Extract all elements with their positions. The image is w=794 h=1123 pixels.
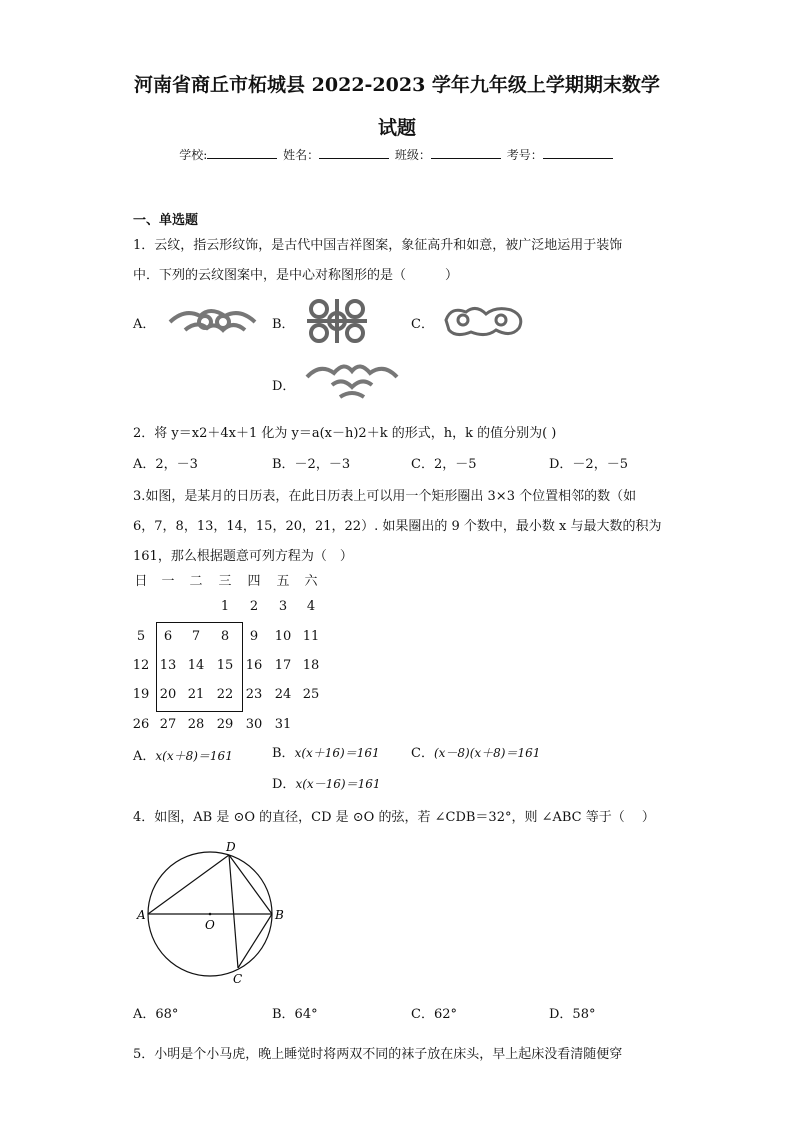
- class-label: 班级：: [394, 148, 431, 162]
- calendar-day: 5: [136, 629, 146, 644]
- point-d-label: D: [226, 840, 236, 854]
- calendar-day: 11: [302, 629, 320, 644]
- calendar-weekday: 一: [161, 574, 175, 589]
- q1-option-d-label: D．: [272, 379, 296, 394]
- q1-option-a-cloud-image: [165, 300, 260, 340]
- q4-option-b[interactable]: B．64°: [272, 1007, 318, 1022]
- calendar-day: 2: [249, 599, 259, 614]
- q1-text-line2: 中．下列的云纹图案中，是中心对称图形的是（ ）: [133, 268, 459, 283]
- exam-no-label: 考号：: [506, 148, 543, 162]
- school-blank[interactable]: [207, 146, 277, 159]
- q3-option-b-letter: B．: [272, 746, 295, 761]
- name-blank[interactable]: [319, 146, 389, 159]
- q5-text-line1: 5．小明是个小马虎，晚上睡觉时将两双不同的袜子放在床头，早上起床没看清随便穿: [133, 1047, 623, 1062]
- calendar-day: 20: [159, 687, 177, 702]
- q4-option-c[interactable]: C．62°: [411, 1007, 457, 1022]
- name-label: 姓名：: [283, 148, 320, 162]
- q3-option-a[interactable]: [133, 745, 233, 764]
- q3-option-c-letter: C．: [411, 746, 434, 761]
- q3-option-d[interactable]: [272, 773, 381, 792]
- calendar-day: 13: [159, 658, 177, 673]
- q2-option-a[interactable]: A．2，－3: [133, 457, 198, 472]
- calendar-day: 3: [278, 599, 288, 614]
- calendar-day: 25: [302, 687, 320, 702]
- class-blank[interactable]: [431, 146, 501, 159]
- calendar-day: 28: [187, 717, 205, 732]
- q4-option-a[interactable]: A．68°: [133, 1007, 179, 1022]
- calendar-day: 4: [306, 599, 316, 614]
- calendar-day: 9: [249, 629, 259, 644]
- q4-circle-diagram: [130, 835, 300, 995]
- center-dot: [209, 913, 212, 916]
- q2-option-b[interactable]: B．－2，－3: [272, 457, 351, 472]
- q3-text-line2: 6，7，8，13，14，15，20，21，22）. 如果圈出的 9 个数中，最小数 x 与最大数的积为: [133, 519, 662, 534]
- q4-option-d[interactable]: D．58°: [549, 1007, 596, 1022]
- chord-bc: [238, 914, 272, 968]
- calendar-day: 7: [191, 629, 201, 644]
- chord-ad: [148, 855, 229, 914]
- calendar-table: [128, 570, 328, 740]
- q4-text: 4．如图，AB 是 ⊙O 的直径，CD 是 ⊙O 的弦，若 ∠CDB＝32°，则 ∠ABC 等于（ ）: [133, 810, 655, 825]
- calendar-weekday: 六: [304, 574, 318, 589]
- q1-option-a-label: A．: [133, 317, 156, 332]
- q3-option-b[interactable]: [272, 742, 380, 761]
- q3-option-b-expr: x(x＋16)＝161: [294, 746, 380, 760]
- section-heading: 一、单选题: [133, 213, 199, 228]
- calendar-selection-rectangle: [156, 622, 243, 712]
- calendar-weekday: 日: [134, 574, 148, 589]
- calendar-day: 6: [163, 629, 173, 644]
- chord-db: [229, 855, 272, 914]
- q1-option-c-label: C．: [411, 317, 434, 332]
- calendar-day: 10: [274, 629, 292, 644]
- calendar-day: 26: [132, 717, 150, 732]
- q1-option-c-cloud-image: [441, 300, 527, 342]
- calendar-day: 15: [216, 658, 234, 673]
- calendar-day: 30: [245, 717, 263, 732]
- q3-text-line3: 161，那么根据题意可列方程为（ ）: [133, 549, 353, 564]
- calendar-day: 24: [274, 687, 292, 702]
- calendar-day: 1: [220, 599, 230, 614]
- chord-cd: [229, 855, 238, 968]
- page-title-line2: 试题: [377, 117, 416, 139]
- q3-option-d-letter: D．: [272, 777, 296, 792]
- student-info-line: [0, 146, 794, 163]
- q1-option-d-cloud-image: [302, 357, 402, 405]
- calendar-day: 12: [132, 658, 150, 673]
- calendar-day: 31: [274, 717, 292, 732]
- calendar-weekday: 四: [247, 574, 261, 589]
- calendar-day: 22: [216, 687, 234, 702]
- calendar-day: 18: [302, 658, 320, 673]
- q2-option-d[interactable]: D．－2，－5: [549, 457, 628, 472]
- point-o-label: O: [205, 918, 215, 932]
- calendar-day: 8: [220, 629, 230, 644]
- q2-option-c[interactable]: C．2，－5: [411, 457, 477, 472]
- q3-option-c[interactable]: [411, 742, 540, 761]
- page-title: 河南省商丘市柘城县 2022-2023 学年九年级上学期期末数学: [134, 74, 660, 96]
- calendar-day: 23: [245, 687, 263, 702]
- point-c-label: C: [233, 972, 243, 986]
- q3-text-line1: 3.如图，是某月的日历表，在此日历表上可以用一个矩形圈出 3×3 个位置相邻的数（如: [133, 489, 637, 504]
- q1-option-b-cloud-image: [303, 295, 371, 347]
- calendar-day: 17: [274, 658, 292, 673]
- q3-option-d-expr: x(x－16)＝161: [295, 777, 381, 791]
- calendar-day: 21: [187, 687, 205, 702]
- point-a-label: A: [137, 908, 146, 922]
- calendar-day: 29: [216, 717, 234, 732]
- calendar-weekday: 五: [276, 574, 290, 589]
- q2-text: 2．将 y＝x2＋4x＋1 化为 y＝a(x－h)2＋k 的形式，h，k 的值分别为( ): [133, 426, 557, 441]
- calendar-day: 14: [187, 658, 205, 673]
- calendar-day: 19: [132, 687, 150, 702]
- q3-option-a-letter: A．: [133, 749, 156, 764]
- q1-text-line1: 1．云纹，指云形纹饰，是古代中国吉祥图案，象征高升和如意，被广泛地运用于装饰: [133, 238, 623, 253]
- calendar-weekday: 二: [189, 574, 203, 589]
- calendar-weekday: 三: [218, 574, 232, 589]
- calendar-day: 16: [245, 658, 263, 673]
- calendar-day: 27: [159, 717, 177, 732]
- q3-option-c-expr: (x－8)(x＋8)＝161: [433, 746, 541, 760]
- point-b-label: B: [275, 908, 284, 922]
- exam-no-blank[interactable]: [543, 146, 613, 159]
- q1-option-b-label: B．: [272, 317, 295, 332]
- q3-option-a-expr: x(x＋8)＝161: [155, 749, 233, 763]
- school-label: 学校:: [179, 148, 208, 162]
